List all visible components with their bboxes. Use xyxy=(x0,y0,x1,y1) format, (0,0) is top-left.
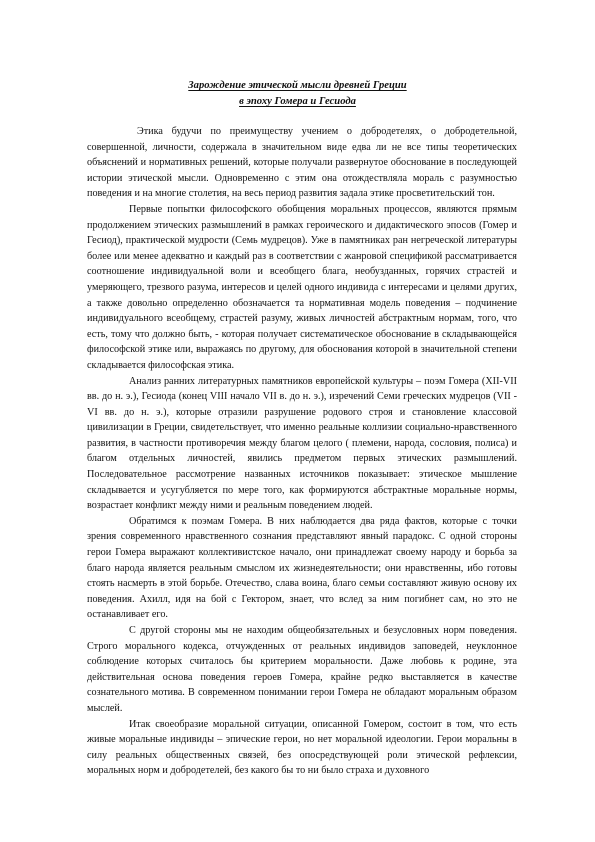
paragraph-other-side: С другой стороны мы не находим общеобязательных и безусловных норм поведения. Строго морального кодекса, отчужденных от реальных индивидов заповедей, неуклонное соблюдение которых считалось бы критерием моральности. Даже любовь к родине, эта действительная основа поведения героев Гомера, крайне редко выставляется в качестве сознательного мотива. В современном понимании герои Гомера не обладают моральным образом мыслей. xyxy=(87,625,517,714)
title-line-1: Зарождение этической мысли древней Греции xyxy=(188,80,407,91)
document-body xyxy=(87,124,517,779)
paragraph-first-attempts: Первые попытки философского обобщения моральных процессов, являются прямым продолжением этических размышлений в рамках героического и дидактического эпосов (Гомер и Гесиод), практической мудрости (Семь мудрецов). Уже в памятниках ран негреческой литературы более или менее адекватно и каждый раз в соответствии с жанровой спецификой рассматривается соотношение индивидуальной воли и всеобщего блага, необузданных, горячих страстей и умеряющего, трезвого разума, интересов и целей одного индивида с интересами и целями других, а также довольно определенно обозначается та нормативная модель поведения – подчинение индивидуального всеобщему, страстей разуму, живых личностей абстрактным нормам, того, что есть, тому что должно быть, - которая получает систематическое обоснование в складывающейся философской этике или, выражаясь по другому, для обоснования которой в значительной степени складывается философская этика. xyxy=(87,203,517,371)
paragraph-homer-poems: Обратимся к поэмам Гомера. В них наблюдается два ряда фактов, которые с точки зрения современного нравственного сознания представляют явный парадокс. С одной стороны герои Гомера выражают коллективистское начало, они принадлежат своему народу и борьба за благо народа является реальным смыслом их жизнедеятельности; они нравственны, ибо готовы стоять насмерть в этой борьбе. Отечество, слава воина, благо семьи составляют живую основу их поведения. Ахилл, идя на бой с Гектором, знает, что вслед за ним погибнет сам, но это не останавливает его. xyxy=(87,515,517,621)
paragraph-early-monuments: Анализ ранних литературных памятников европейской культуры – поэм Гомера (XII-VII вв. до н. э.), Гесиода (конец VIII начало VII в. до н. э.), изречений Семи греческих мудрецов (VII - VI вв. до н. э.), которые отразили разрушение родового строя и становление классовой цивилизации в Греции, свидетельствует, что именно реальные коллизии социально-нравственного развития, в частности противоречия между благом целого ( племени, народа, сословия, полиса) и благом отдельных личностей, явились предметом первых этических размышлений. Последовательное рассмотрение названных источников показывает: этическое мышление складывается и усугубляется по мере того, как формируются абстрактные моральные нормы, возрастает конфликт между ними и реальным поведением людей. xyxy=(87,375,517,512)
title-line-2: в эпоху Гомера и Гесиода xyxy=(239,96,356,107)
document-title xyxy=(0,78,595,110)
paragraph-intro: Этика будучи по преимуществу учением о добродетелях, о добродетельной, совершенной, личности, содержала в значительном виде едва ли не все типы теоретических объяснений и нормативных решений, которые получали развернутое обоснование в последующей истории этической мысли. Одновременно с этим она отождествляла мораль с разумностью поведения и на многие столетия, на весь период развития задала этике просветительский тон. xyxy=(87,126,517,200)
paragraph-moral-situation: Итак своеобразие моральной ситуации, описанной Гомером, состоит в том, что есть живые моральные индивиды – эпические герои, но нет моральной идеологии. Герои моральны в силу реальных общественных связей, без опосредствующей роли этической рефлексии, моральных норм и добродетелей, без какого бы то ни было страха и духовного xyxy=(87,718,517,777)
